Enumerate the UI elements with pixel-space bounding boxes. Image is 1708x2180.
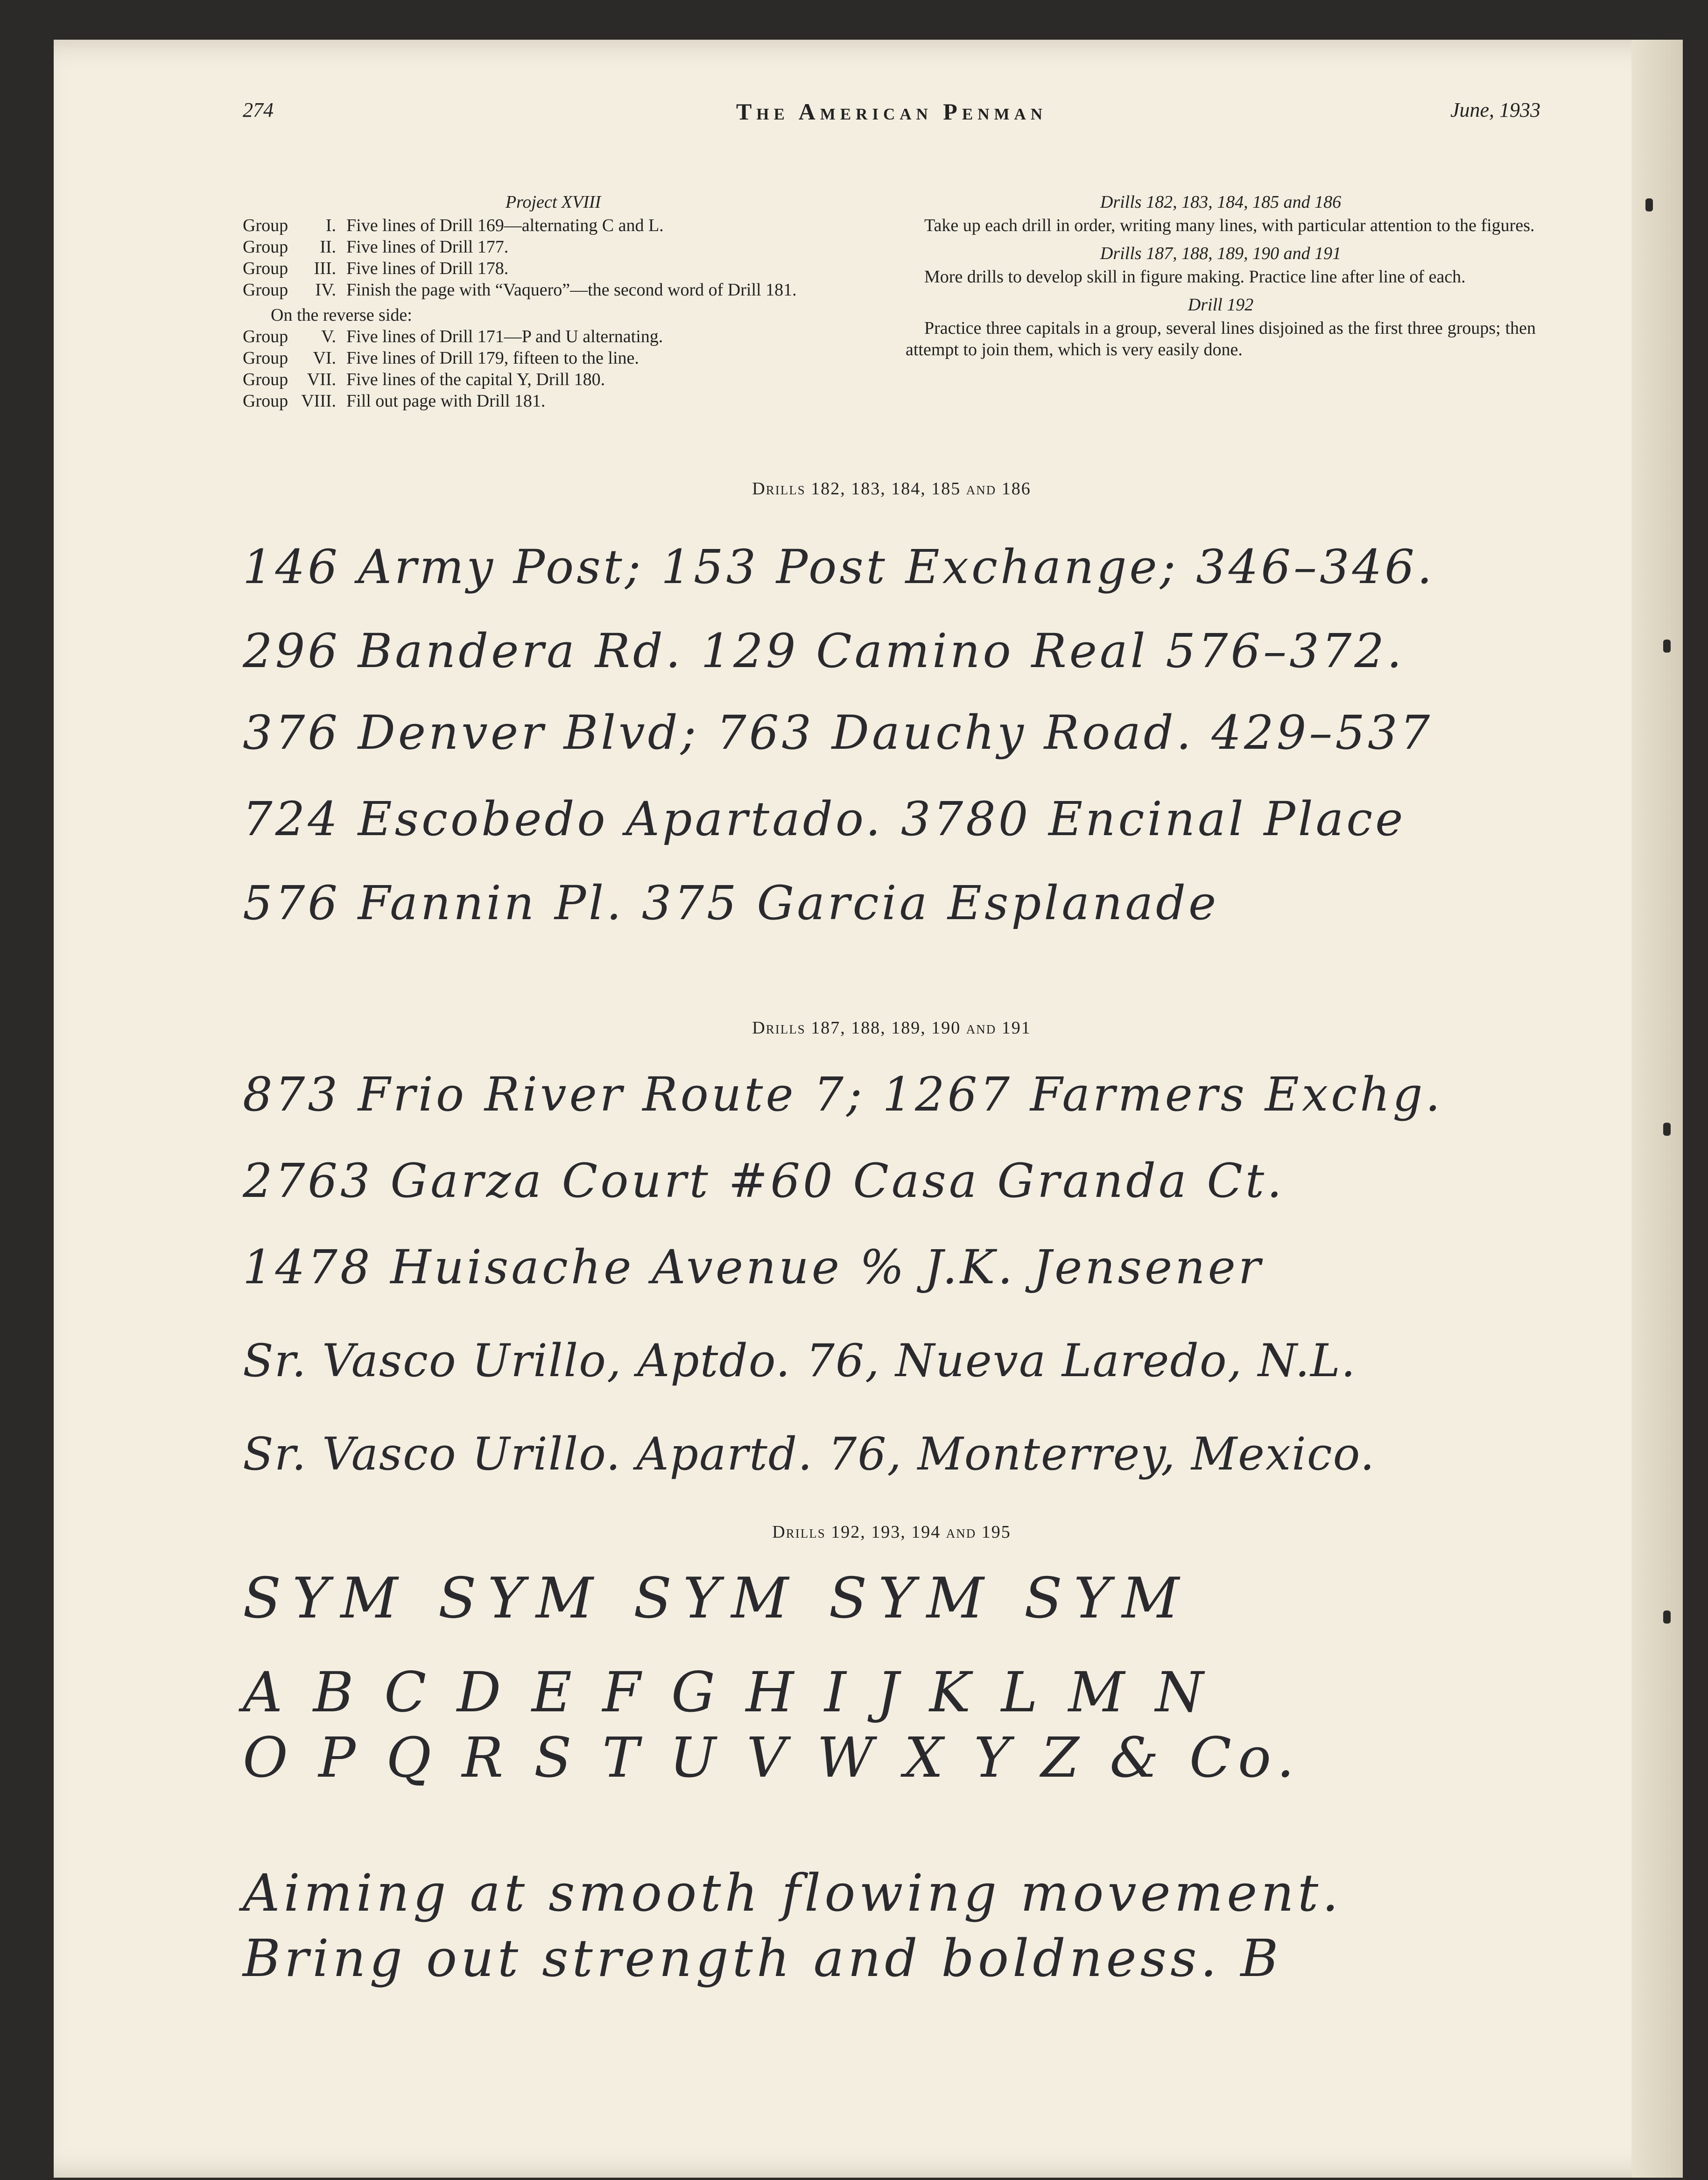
penmanship-line: 2763 Garza Court #60 Casa Granda Ct. bbox=[243, 1153, 1285, 1208]
drill-section-heading: Drills 187, 188, 189, 190 and 191 bbox=[752, 1018, 1031, 1038]
instruction-title: Drills 187, 188, 189, 190 and 191 bbox=[1100, 244, 1342, 263]
penmanship-line: Aiming at smooth flowing movement. bbox=[243, 1863, 1343, 1923]
group-row: Group III. Five lines of Drill 178. bbox=[243, 259, 509, 278]
penmanship-line: O P Q R S T U V W X Y Z & Co. bbox=[243, 1725, 1301, 1790]
instruction-text: Practice three capitals in a group, several lines disjoined as the first three groups; then attempt to join them, which is very easily done. bbox=[906, 318, 1536, 359]
group-row: Group VIII. Fill out page with Drill 181. bbox=[243, 391, 546, 411]
penmanship-line: 296 Bandera Rd. 129 Camino Real 576–372. bbox=[243, 624, 1405, 678]
penmanship-line: A B C D E F G H I J K L M N bbox=[243, 1660, 1210, 1724]
penmanship-line: 376 Denver Blvd; 763 Dauchy Road. 429–537 bbox=[243, 705, 1433, 760]
drill-section-heading: Drills 192, 193, 194 and 195 bbox=[772, 1522, 1011, 1542]
issue-date: June, 1933 bbox=[1450, 98, 1540, 121]
group-row: Group VII. Five lines of the capital Y, Drill 180. bbox=[243, 370, 605, 389]
penmanship-line: 146 Army Post; 153 Post Exchange; 346–346. bbox=[243, 540, 1435, 594]
binding-mark bbox=[1663, 1123, 1671, 1136]
group-row: Group I. Five lines of Drill 169—alternating C and L. bbox=[243, 216, 664, 235]
instruction-title: Drills 182, 183, 184, 185 and 186 bbox=[1100, 192, 1342, 212]
penmanship-line: 724 Escobedo Apartado. 3780 Encinal Place bbox=[243, 792, 1406, 846]
penmanship-line: 576 Fannin Pl. 375 Garcia Esplanade bbox=[243, 876, 1219, 930]
penmanship-line: Sr. Vasco Urillo, Aptdo. 76, Nueva Laredo, N.L. bbox=[243, 1335, 1357, 1387]
group-row: Group V. Five lines of Drill 171—P and U alternating. bbox=[243, 327, 663, 346]
binding-mark bbox=[1663, 1610, 1671, 1624]
project-title: Project XVIII bbox=[505, 192, 601, 212]
penmanship-line: Sr. Vasco Urillo. Apartd. 76, Monterrey, Mexico. bbox=[243, 1428, 1376, 1480]
project-column bbox=[243, 191, 864, 412]
instruction-title: Drill 192 bbox=[1188, 295, 1254, 315]
instruction-text: More drills to develop skill in figure making. Practice line after line of each. bbox=[924, 267, 1466, 287]
group-row: Group VI. Five lines of Drill 179, fifteen to the line. bbox=[243, 348, 639, 368]
instructions-column bbox=[906, 191, 1536, 367]
drill-section-heading: Drills 182, 183, 184, 185 and 186 bbox=[752, 479, 1031, 499]
journal-title: The American Penman bbox=[736, 98, 1047, 125]
penmanship-line: Bring out strength and boldness. B bbox=[243, 1928, 1282, 1988]
group-row: Group IV. Finish the page with “Vaquero”—the second word of Drill 181. bbox=[243, 280, 797, 300]
penmanship-line: SYM SYM SYM SYM SYM bbox=[243, 1566, 1191, 1631]
page-header bbox=[243, 98, 1540, 140]
instruction-text: Take up each drill in order, writing many lines, with particular attention to the figures. bbox=[924, 216, 1535, 235]
reverse-note: On the reverse side: bbox=[271, 305, 412, 325]
page-edge bbox=[1631, 40, 1683, 2178]
binding-mark bbox=[1663, 640, 1671, 653]
binding-mark bbox=[1645, 198, 1653, 211]
page-number: 274 bbox=[243, 98, 274, 121]
penmanship-line: 1478 Huisache Avenue % J.K. Jensener bbox=[243, 1240, 1264, 1294]
group-row: Group II. Five lines of Drill 177. bbox=[243, 237, 509, 257]
penmanship-line: 873 Frio River Route 7; 1267 Farmers Exchg. bbox=[243, 1067, 1443, 1122]
